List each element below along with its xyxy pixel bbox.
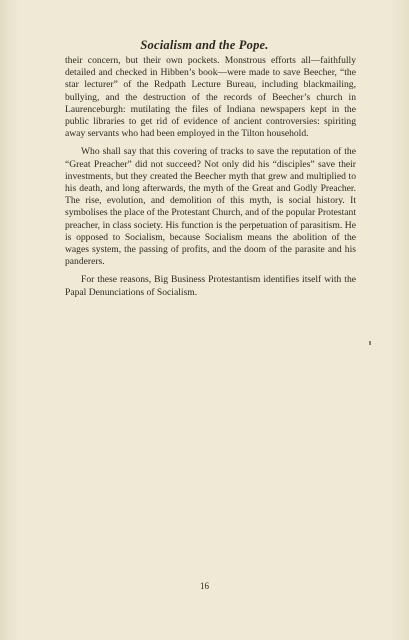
paragraph-2: Who shall say that this covering of tracks to save the reputation of the “Great Preacher” did not succeed? Not only did his “disciples” save their investments, but they created the Beecher myth that grew and multiplied to his death, and long afterwards, the myth of the Great and Godly Preacher. The rise, evolution, and demolition of this myth, is social history. It symbolises the place of the Protestant Church, and of the popular Protestant preacher, in class society. His function is the perpetuation of parasitism. He is opposed to Socialism, because Socialism means the abolition of the wages system, the passing of profits, and the doom of the parasite and his panderers. bbox=[65, 146, 356, 268]
paragraph-3: For these reasons, Big Business Protestantism identifies itself with the Papal Denunciations of Socialism. bbox=[65, 274, 356, 298]
paragraph-1: their concern, but their own pockets. Monstrous efforts all—faithfully detailed and checked in Hibben’s book—were made to save Beecher, “the star lecturer” of the Redpath Lecture Bureau, including blackmailing, bullying, and the destruction of the records of Beecher’s church in Laurenceburgh: mutilating the files of Indiana newspapers kept in the public libraries to get rid of evidence of ancient controversies: spiriting away servants who had been employed in the Tilton household. bbox=[65, 55, 356, 140]
page-number: 16 bbox=[200, 581, 209, 591]
margin-mark bbox=[369, 341, 371, 345]
running-head: Socialism and the Pope. bbox=[140, 38, 269, 52]
body-text bbox=[65, 55, 356, 305]
